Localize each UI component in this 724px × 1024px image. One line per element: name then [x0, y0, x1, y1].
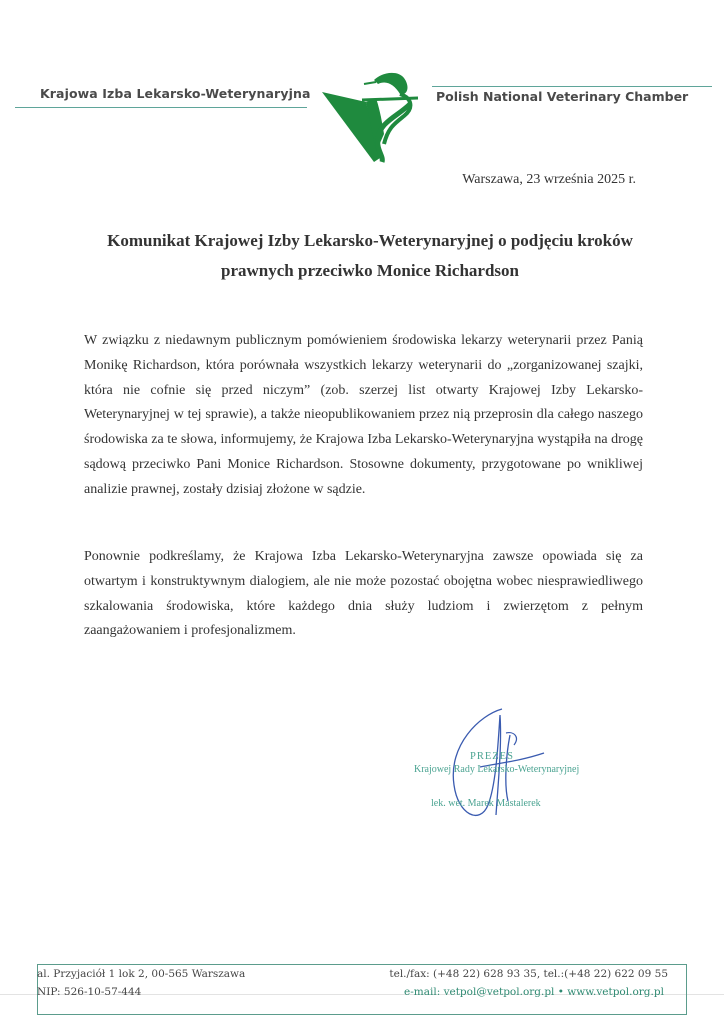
body-paragraph-1: W związku z niedawnym publicznym pomówieniem środowiska lekarzy weterynarii przez Panią Monikę Richardson, która porównała wszystkich lekarzy weterynarii do „zorganizowanej szajki, która nie cofnie się przed niczym” (zob. szerzej list otwarty Krajowej Izby Lekarsko-Weterynaryjnej w tej sprawie), a także nieopublikowaniem przez nią przeprosin dla całego naszego środowiska za te słowa, informujemy, że Krajowa Izba Lekarsko-Weterynaryjna wystąpiła na drogę sądową przeciwko Pani Monice Richardson. Stosowne dokumenty, przygotowane po wnikliwej analizie prawnej, zostały dzisiaj złożone w sądzie. — [84, 333, 643, 497]
title-line-2: prawnych przeciwko Monice Richardson — [221, 261, 519, 280]
letter-date: Warszawa, 23 września 2025 r. — [462, 172, 636, 187]
footer-address: al. Przyjaciół 1 lok 2, 00-565 Warszawa — [37, 968, 246, 980]
header-divider-left — [15, 107, 307, 108]
signatory-title: PREZES — [470, 751, 514, 762]
header-divider-right — [432, 86, 712, 87]
vet-snake-v-logo-icon — [318, 64, 428, 164]
signatory-organization: Krajowej Rady Lekarsko-Weterynaryjnej — [414, 764, 580, 775]
footer-email-web-link[interactable]: e-mail: vetpol@vetpol.org.pl • www.vetpol.org.pl — [404, 986, 664, 998]
org-name-polish: Krajowa Izba Lekarsko-Weterynaryjna — [40, 86, 311, 101]
footer-phone: tel./fax: (+48 22) 628 93 35, tel.:(+48 22) 622 09 55 — [389, 968, 668, 980]
footer-nip: NIP: 526-10-57-444 — [37, 986, 142, 998]
letter-title — [60, 226, 680, 286]
org-name-english: Polish National Veterinary Chamber — [436, 89, 689, 104]
title-line-1: Komunikat Krajowej Izby Lekarsko-Weterynaryjnej o podjęciu kroków — [107, 231, 633, 250]
signatory-name: lek. wet. Marek Mastalerek — [431, 798, 541, 809]
body-paragraph-2: Ponownie podkreślamy, że Krajowa Izba Lekarsko-Weterynaryjna zawsze opowiada się za otwartym i konstruktywnym dialogiem, ale nie może pozostać obojętna wobec niesprawiedliwego szkalowania środowiska, które każdego dnia służy ludziom i zwierzętom z pełnym zaangażowaniem i profesjonalizmem. — [84, 549, 643, 639]
